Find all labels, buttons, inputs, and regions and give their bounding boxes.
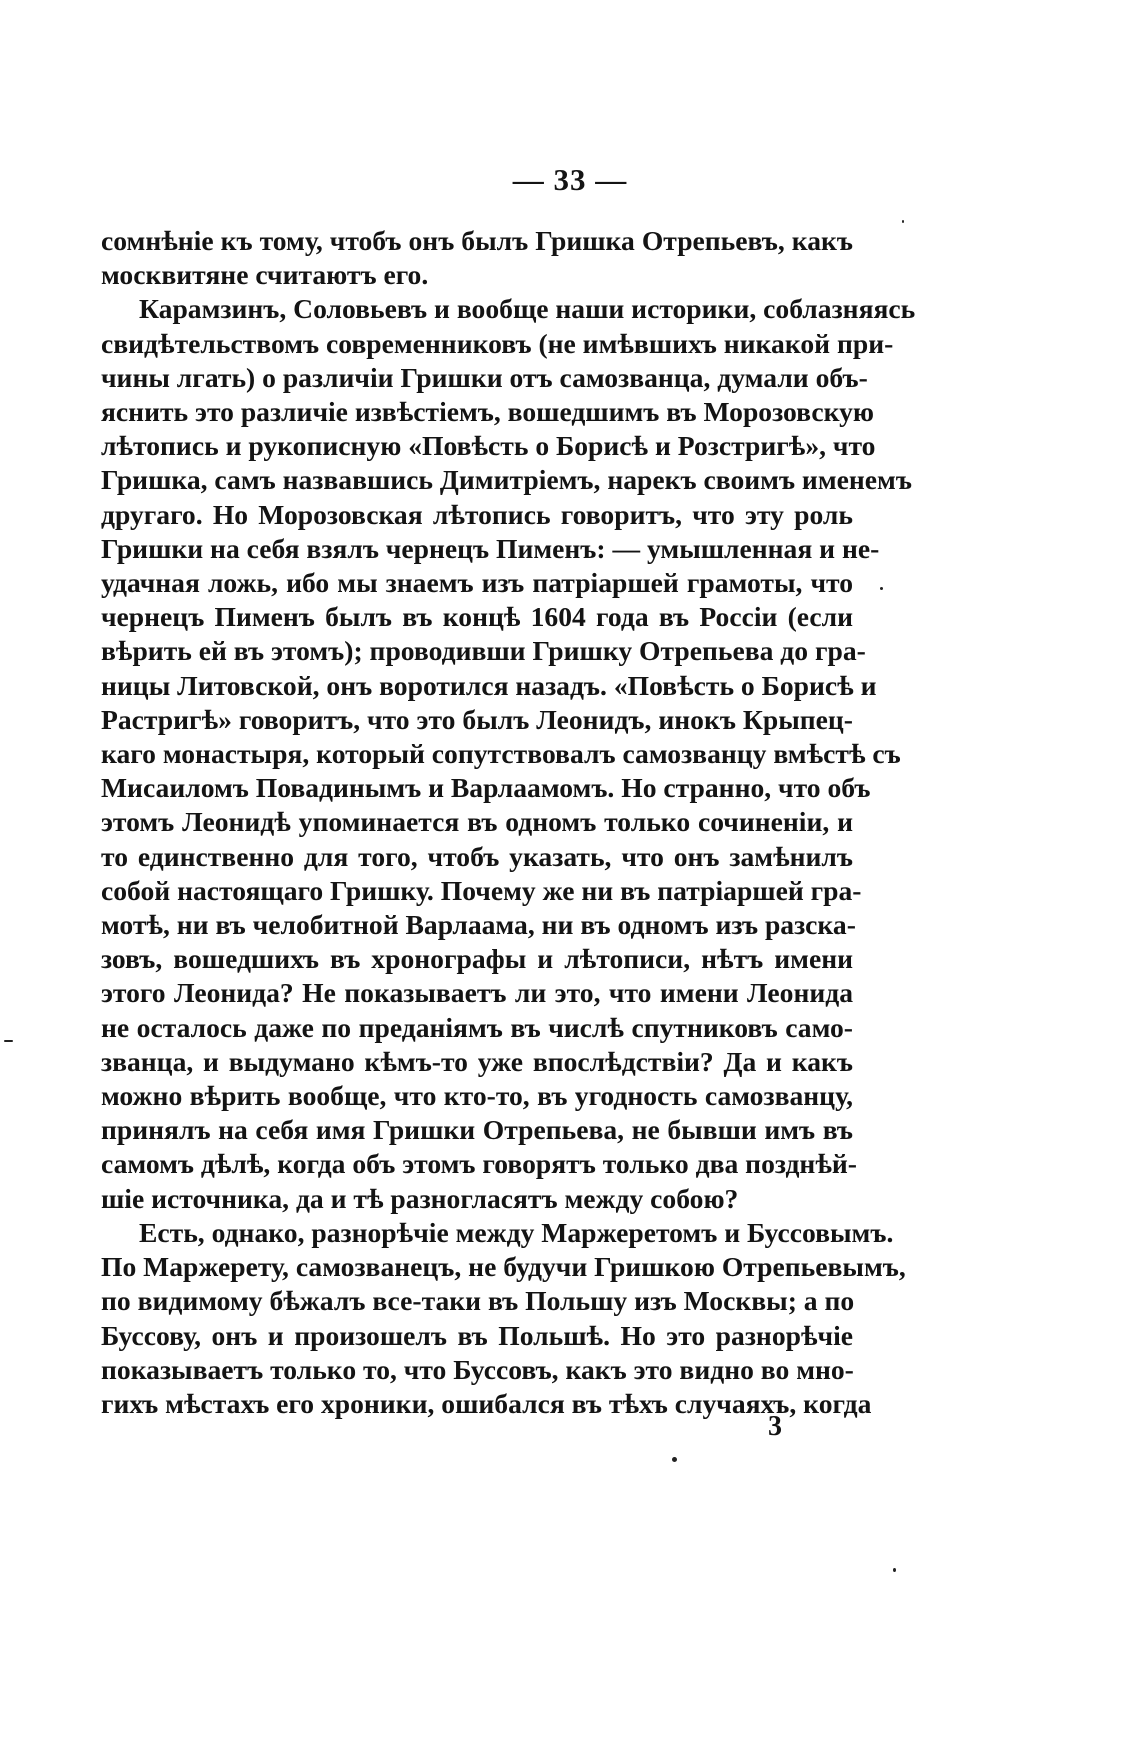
text-line: по видимому бѣжалъ все-таки въ Польшу изъ Москвы; а по bbox=[101, 1285, 855, 1317]
text-line: Буссову, онъ и произошелъ въ Польшѣ. Но это разнорѣчіе bbox=[101, 1319, 853, 1351]
text-line: чины лгать) о различіи Гришки отъ самозванца, думали объ- bbox=[101, 361, 868, 393]
text-line: Мисаиломъ Повадинымъ и Варлаамомъ. Но странно, что объ bbox=[101, 772, 871, 804]
text-line: ницы Литовской, онъ воротился назадъ. «Повѣсть о Борисѣ и bbox=[101, 669, 877, 701]
text-line: этомъ Леонидѣ упоминается въ одномъ только сочиненіи, и bbox=[101, 806, 853, 838]
text-line: свидѣтельствомъ современниковъ (не имѣвшихъ никакой при- bbox=[101, 327, 894, 359]
scan-speck bbox=[893, 1568, 896, 1572]
text-line: сомнѣніе къ тому, чтобъ онъ былъ Гришка Отрепьевъ, какъ bbox=[101, 225, 853, 256]
text-line: вѣрить ей въ этомъ); проводивши Гришку Отрепьева до гра- bbox=[101, 635, 866, 667]
scan-speck bbox=[4, 1040, 13, 1042]
text-line: можно вѣрить вообще, что кто-то, въ угодность самозванцу, bbox=[101, 1080, 853, 1112]
scan-speck bbox=[672, 1457, 677, 1462]
text-line: другаго. Но Морозовская лѣтопись говоритъ, что эту роль bbox=[101, 498, 853, 530]
text-line: не осталось даже по преданіямъ въ числѣ спутниковъ само- bbox=[101, 1011, 853, 1043]
text-line: Гришки на себя взялъ чернецъ Пименъ: — умышленная и не- bbox=[101, 532, 880, 564]
text-line: гихъ мѣстахъ его хроники, ошибался въ тѣхъ случаяхъ, когда bbox=[101, 1387, 872, 1419]
text-line: каго монастыря, который сопутствовалъ самозванцу вмѣстѣ съ bbox=[101, 738, 901, 770]
text-line: лѣтопись и рукописную «Повѣсть о Борисѣ и Розстригѣ», что bbox=[101, 430, 876, 462]
text-line: удачная ложь, ибо мы знаемъ изъ патріаршей грамоты, что bbox=[101, 567, 853, 599]
text-line: яснить это различіе извѣстіемъ, вошедшимъ въ Морозовскую bbox=[101, 396, 875, 428]
scan-speck bbox=[880, 587, 883, 590]
text-line: показываетъ только то, что Буссовъ, какъ это видно во мно- bbox=[101, 1353, 854, 1385]
text-line: шіе источника, да и тѣ разногласятъ между собою? bbox=[101, 1182, 739, 1214]
body-text bbox=[101, 224, 916, 1421]
scan-speck bbox=[902, 220, 904, 223]
text-line: Гришка, самъ назвавшись Димитріемъ, нарекъ своимъ именемъ bbox=[101, 464, 912, 496]
text-line: Карамзинъ, Соловьевъ и вообще наши историки, соблазняясь bbox=[139, 293, 916, 325]
text-line: По Маржерету, самозванецъ, не будучи Гришкою Отрепьевымъ, bbox=[101, 1251, 906, 1283]
text-line: Есть, однако, разнорѣчіе между Маржеретомъ и Буссовымъ. bbox=[139, 1216, 894, 1248]
text-line: самомъ дѣлѣ, когда объ этомъ говорятъ только два позднѣй- bbox=[101, 1148, 857, 1180]
text-line: чернецъ Пименъ былъ въ концѣ 1604 года въ Россіи (если bbox=[101, 601, 853, 633]
text-line: собой настоящаго Гришку. Почему же ни въ патріаршей гра- bbox=[101, 874, 862, 906]
text-line: принялъ на себя имя Гришки Отрепьева, не бывши имъ въ bbox=[101, 1114, 853, 1146]
text-line: этого Леонида? Не показываетъ ли это, что имени Леонида bbox=[101, 977, 853, 1009]
text-line: Растригѣ» говоритъ, что это былъ Леонидъ, инокъ Крыпец- bbox=[101, 703, 853, 735]
text-line: званца, и выдумано кѣмъ-то уже впослѣдствіи? Да и какъ bbox=[101, 1045, 853, 1077]
text-line: мотѣ, ни въ челобитной Варлаама, ни въ одномъ изъ разска- bbox=[101, 909, 856, 941]
text-line: то единственно для того, чтобъ указать, что онъ замѣнилъ bbox=[101, 840, 853, 872]
signature-mark: 3 bbox=[768, 1411, 782, 1442]
page-number: — 33 — bbox=[512, 162, 628, 197]
text-line: москвитяне считаютъ его. bbox=[101, 259, 429, 291]
text-line: зовъ, вошедшихъ въ хронографы и лѣтописи, нѣтъ имени bbox=[101, 943, 853, 975]
